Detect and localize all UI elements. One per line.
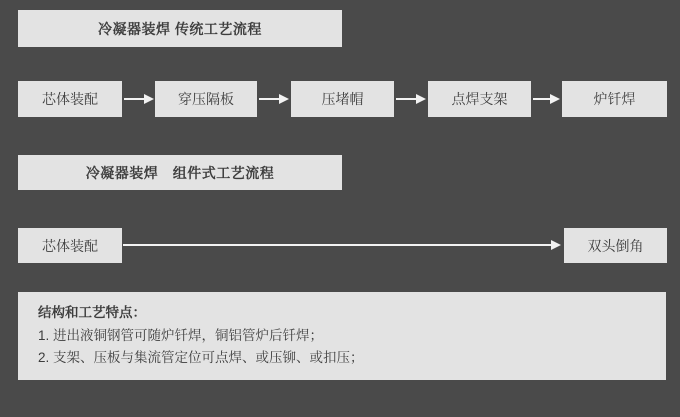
modular-flow-title: 冷凝器装焊 组件式工艺流程 [18,155,342,190]
step-furnace-brazing: 炉钎焊 [562,81,667,117]
arrow-shaft [123,244,552,246]
arrow-right-icon [533,94,560,104]
arrow-head [551,240,561,250]
arrow-shaft [259,98,280,100]
arrow-right-icon [124,94,154,104]
arrow-right-icon [396,94,426,104]
traditional-flow-title: 冷凝器装焊 传统工艺流程 [18,10,342,47]
arrow-shaft [124,98,145,100]
arrow-head [416,94,426,104]
arrow-right-icon [259,94,289,104]
arrow-shaft [396,98,417,100]
step-press-partition: 穿压隔板 [155,81,257,117]
notes-heading: 结构和工艺特点： [38,305,146,320]
step-double-end-chamfer: 双头倒角 [564,228,667,263]
notes-item-2: 2. 支架、压板与集流管定位可点焊、或压铆、或扣压； [38,350,364,365]
arrow-right-long-icon [123,240,561,250]
step-core-assembly: 芯体装配 [18,81,122,117]
arrow-head [550,94,560,104]
step-press-cap: 压堵帽 [291,81,394,117]
arrow-shaft [533,98,551,100]
arrow-head [144,94,154,104]
notes-item-1: 1. 进出液铜钢管可随炉钎焊，铜铝管炉后钎焊； [38,328,324,343]
step-core-assembly-modular: 芯体装配 [18,228,122,263]
arrow-head [279,94,289,104]
step-spot-weld-bracket: 点焊支架 [428,81,531,117]
notes-panel [18,292,666,380]
